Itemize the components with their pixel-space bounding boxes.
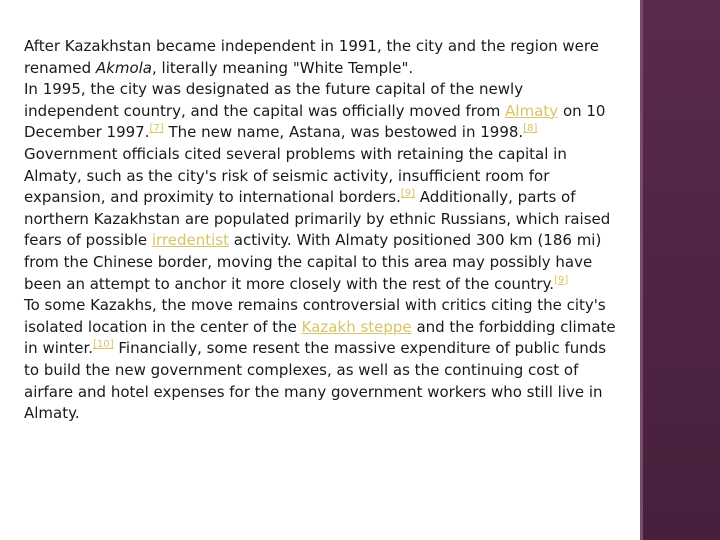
- text-run: activity. With Almaty positioned 300 km (186 mi) from the Chinese border, moving the capital to this area may possibly have been an attempt to anchor it more closely with the rest of the country.: [24, 231, 602, 293]
- text-run: on 10 December 1997.: [24, 101, 606, 142]
- paragraph-renaming: [24, 36, 618, 79]
- citation-8-link[interactable]: [8]: [523, 123, 538, 135]
- irredentist-link[interactable]: irredentist: [151, 231, 229, 250]
- citation-10-link[interactable]: [10]: [93, 339, 114, 351]
- text-run: To some Kazakhs, the move remains controversial with critics citing the city's isolated location in the center of the: [24, 296, 606, 336]
- text-run: , literally meaning "White Temple".: [152, 58, 414, 77]
- slide-body-text: [24, 36, 618, 425]
- text-run: Financially, some resent the massive expenditure of public funds to build the new government complexes, as well as the continuing cost of airfare and hotel expenses for the many government workers who still live in Almaty.: [24, 339, 607, 423]
- paragraph-reasons: [24, 144, 618, 295]
- text-run: In 1995, the city was designated as the future capital of the newly independent country, and the capital was officially moved from: [24, 80, 524, 120]
- citation-7-link[interactable]: [7]: [149, 123, 164, 135]
- decorative-side-band: [640, 0, 720, 540]
- almaty-link[interactable]: Almaty: [505, 101, 559, 120]
- kazakh-steppe-link[interactable]: Kazakh steppe: [301, 317, 412, 336]
- paragraph-controversy: [24, 295, 618, 425]
- citation-9-link[interactable]: [9]: [400, 188, 416, 200]
- text-run: The new name, Astana, was bestowed in 1998.: [163, 123, 524, 142]
- text-run: After Kazakhstan became independent in 1991, the city and the region were renamed: [24, 37, 599, 77]
- text-run: and the forbidding climate in winter.: [24, 317, 616, 358]
- citation-9-link[interactable]: [9]: [554, 274, 569, 286]
- akmola-emphasis: Akmola: [95, 58, 153, 77]
- text-run: Additionally, parts of northern Kazakhstan are populated primarily by ethnic Russians, which raised fears of possible: [24, 188, 611, 250]
- paragraph-capital-move: [24, 79, 618, 144]
- text-run: Government officials cited several problems with retaining the capital in Almaty, such as the city's risk of seismic activity, insufficient room for expansion, and proximity to international borders.: [24, 144, 567, 207]
